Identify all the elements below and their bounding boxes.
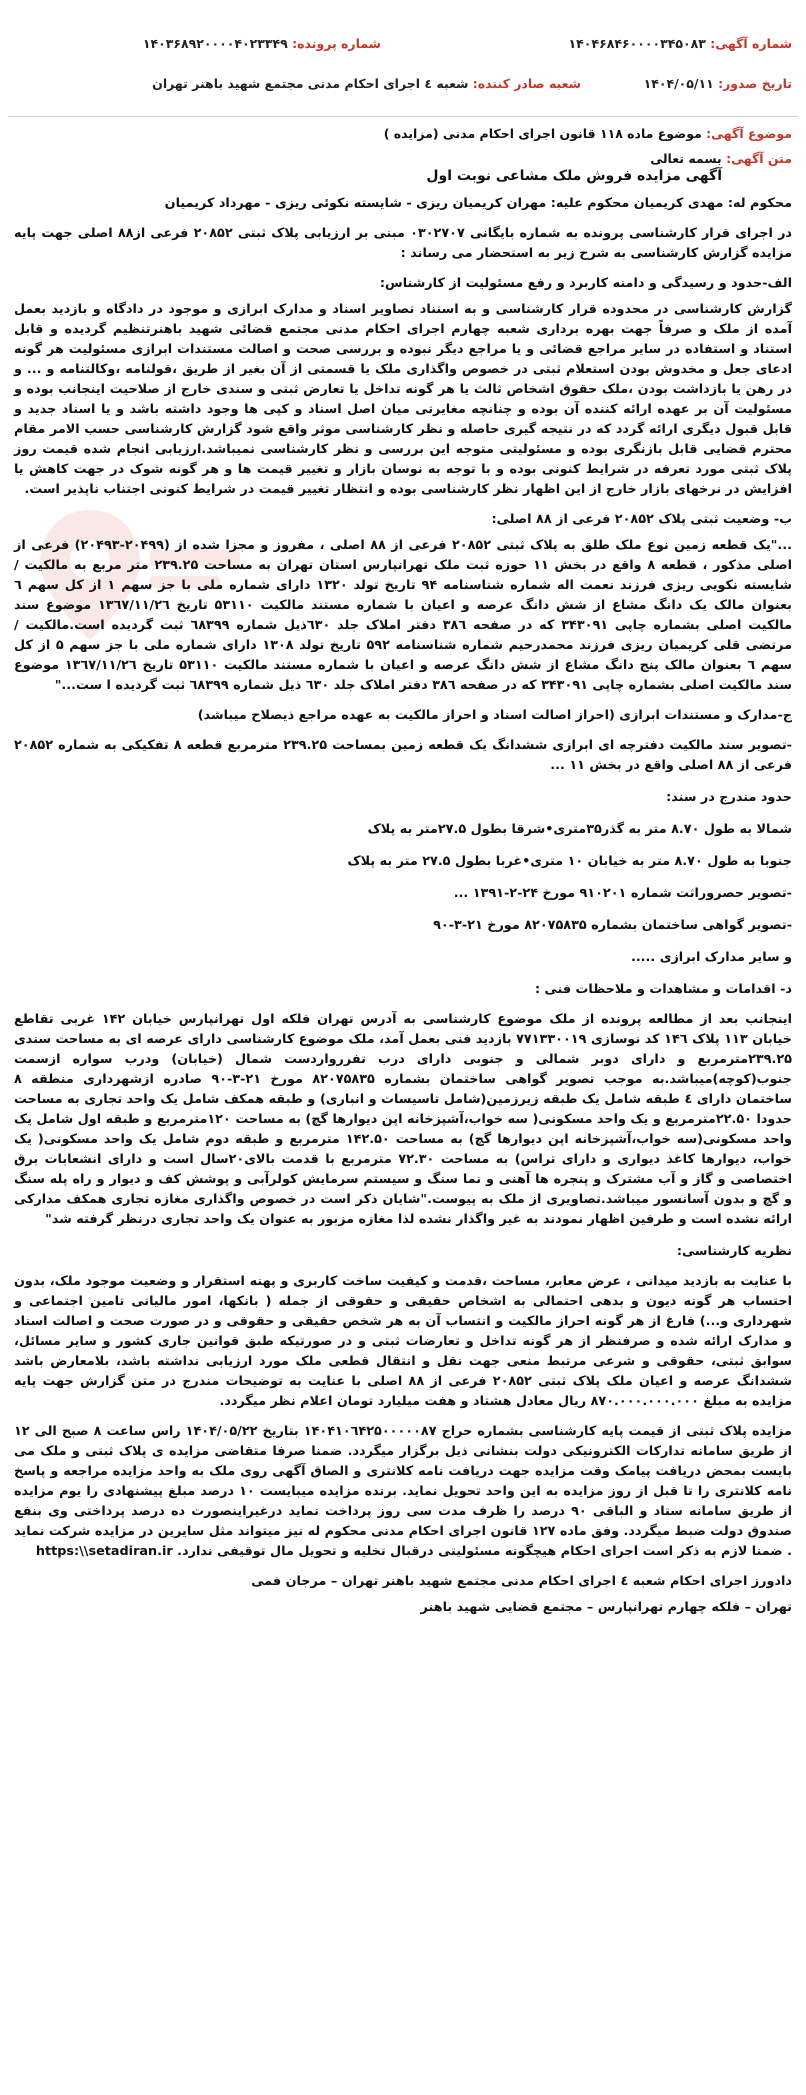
branch: شعبه ٤ اجرای احکام مدنی مجتمع شهید باهنر تهران [152,76,469,91]
section-c-heading: ج-مدارک و مستندات ابرازی (احراز اصالت اسناد و احراز مالکیت به عهده مراجع ذیصلاح میباشد) [197,708,792,723]
header-divider [8,116,798,117]
case-number: ۱۴۰۳۶۸۹۲۰۰۰۰۴۰۲۳۳۴۹ [142,36,288,51]
invocation: بسمه تعالی [650,151,722,166]
issue-date-label: تاریخ صدور: [718,76,792,91]
section-b-paragraph: ..."یک قطعه زمین نوع ملک طلق به پلاک ثبتی ۲۰۸۵۲ فرعی از ۸۸ اصلی ، مفروز و مجزا شده از (۲۰۴۹۹-۲۰۴۹۳) فرعی از اصلی مذکور ، قطعه ۸ واقع در بخش ۱۱ حوزه ثبت ملک تهرانپارس استان تهران به مساحت ۲۳۹.۲۵ متر مربع به مالکیت / شایسته نکویی ریزی فرزند نعمت اله شماره شناسنامه ۹۴ تاریخ تولد ۱۳۲۰ دارای شماره ملی با جز سهم ۱ از کل سهم ٦ بعنوان مالک یک دانگ مشاع از شش دانگ عرصه و اعیان با شماره مستند مالکیت ۵۳۱۱۰ تاریخ ۱۳٦۷/۱۱/۲٦ موضوع سند مالکیت اصلی بشماره چاپی ۳۴۳۰۹۱ که در صفحه ۳۸٦ دفتر املاک جلد ٦۳۰ذیل شماره ٦۸۳۹۹ ثبت گردیده است.مالکیت / مرتضی قلی کریمیان ریزی فرزند محمدرحیم شماره شناسنامه ۵۹۲ تاریخ تولد ۱۳۰۸ دارای شماره ملی با جز سهم ۵ از کل سهم ٦ بعنوان مالک پنج دانگ مشاع از شش دانگ عرصه و اعیان با شماره مستند مالکیت ۵۳۱۱۰ تاریخ ۱۳٦۷/۱۱/۲٦ موضوع سند مالکیت اصلی بشماره چاپی ۳۴۳۰۹۱ که در صفحه ۳۸٦ دفتر املاک جلد ٦۳۰ ذیل شماره ٦۸۳۹۹ ثبت گردیده ا ست..." [14,538,793,693]
signature-line: دادورز اجرای احکام شعبه ٤ اجرای احکام مدنی مجتمع شهید باهنر تهران – مرجان فمی [251,1574,792,1589]
inheritance-doc: -تصویر حصروراثت شماره ۹۱۰۲۰۱ مورخ ۲۴-۲-۱۳۹۱ ... [453,886,792,901]
intro-paragraph: در اجرای قرار کارشناسی پرونده به شماره بایگانی ۰۳۰۲۷۰۷ مبنی بر ارزیابی پلاک ثبتی ۲۰۸۵۲ فرعی از۸۸ اصلی جهت پایه مزایده گزارش کارشناسی به شرح زیر به استحضار می رساند : [14,226,792,261]
ad-number-row [569,36,792,51]
auction-text: مزایده پلاک ثبتی از قیمت پایه کارشناسی بشماره حراج ۱۴۰۴۱۰٦۴۲۵۰۰۰۰۰۸۷ بتاریخ ۱۴۰۴/۰۵/۲۲ راس ساعت ۸ صبح الی ۱۲ از طریق سامانه تدارکات الکترونیکی دولت بنشانی ذیل برگزار میگردد. ضمنا صرفا متقاضی مزایده ی پلاک ثبتی و ملک می بایست بمحض دریافت پیامک وقت مزایده جهت دریافت نامه کلانتری و الصاق آگهی روی ملک به واحد مزایده مراجعه و پاسخ نامه کلانتری را تا قبل از روز مزایده به این واحد تحویل نماید. برنده مزایده میبایست ۱۰ درصد مبلغ پیشنهادی را یوم مزایده از طریق سامانه ستاد و الباقی ۹۰ درصد را ظرف مدت سی روز پرداخت نماید درغیراینصورت ده درصد پرداختی وی بنفع صندوق دولت ضبط میگردد. وفق ماده ۱۲۷ قانون اجرای احکام مدنی محکوم له نیز میتواند مثل سایرین در مزایده شرکت نماید . ضمنا لازم به ذکر است اجرای احکام هیچگونه مسئولیتی درقبال تخلیه و تحویل مال توقیفی ندارد. [14,1424,792,1559]
ad-content [14,120,792,1618]
subject-row [14,126,792,141]
boundaries-heading: حدود مندرج در سند: [666,790,792,805]
auction-paragraph [14,1422,792,1562]
parties-line: محکوم له: مهدی کریمیان محکوم علیه: مهران کریمیان ریزی - شایسته نکوئی ریزی - مهرداد کریمیان [164,196,792,211]
issue-date: ۱۴۰۴/۰۵/۱۱ [643,76,714,91]
branch-row [152,76,581,91]
case-number-row [143,36,381,51]
opinion-heading: نظریه کارشناسی: [676,1244,792,1259]
ad-number: ۱۴۰۴۶۸۴۶۰۰۰۰۳۴۵۰۸۳ [568,36,706,51]
opinion-paragraph: با عنایت به بازدید میدانی ، عرض معابر، مساحت ،قدمت و کیفیت ساخت کاربری و پهنه استقرار و وضعیت موجود ملک، بدون احتساب هر گونه دیون و بدهی احتمالی به اشخاص حقیقی و حقوقی از جمله ( بانکها، امور مالیاتی تامین اجتماعی و شهرداری و...) فارغ از هر گونه احراز مالکیت و انتساب آن به هر شخص حقیقی و حقوقی و در صورت صحت و اصالت اسناد و مدارک ارائه شده و صرفنظر از هر گونه تداخل و تعارضات ثبتی و در صورتیکه طبق قوانین جاری کشور و سایر مسائل، سوابق ثبتی، حقوقی و شرعی مرتبط منعی جهت نقل و انتقال قطعی ملک مورد ارزیابی نداشته باشد، بلامعارض باشد ششدانگ عرصه و اعیان ملک پلاک ثبتی ۲۰۸۵۲ فرعی از ۸۸ اصلی با عنایت به توضیحات مندرج در متن گزارش جهت پایه مزایده به مبلغ ۸۷۰.۰۰۰.۰۰۰.۰۰۰ ریال معادل هشتاد و هفت میلیارد تومان اعلام نظر میگردد. [14,1274,792,1409]
ad-header [0,0,806,110]
section-d-paragraph: اینجانب بعد از مطالعه پرونده از ملک موضوع کارشناسی به آدرس تهران فلکه اول تهرانپارس خیابان ۱۴۲ غربی تقاطع خیابان ۱۱۳ پلاک ۱۴٦ کد نوسازی ۷۷۱۳۳۰۰۱۹ بازدید فنی بعمل آمد، ملک موضوع کارشناسی دارای عرصه ای به مساحت سندی ۲۳۹.۲۵مترمربع و دارای دوبر شمالی و جنوبی دارای درب تفررواردست شمال (خیابان) ودرب سواره ازسمت جنوب(کوچه)میباشد.به موجب تصویر گواهی ساختمان بشماره ۸۲۰۷۵۸۳۵ مورخ ۲۱-۳-۹۰ صادره ازشهرداری منطقه ۸ ساختمان دارای ٤ طبقه شامل یک طبقه زیرزمین(شامل تاسیسات و انباری) و طبقه همکف شامل یک واحد تجاری به مساحت حدودا ۲۲.۵۰مترمربع و یک واحد مسکونی( سه خواب،آشپزخانه اپن دیوارها گچ) به مساحت ۱۲۰مترمربع و طبقه اول شامل یک واحد مسکونی(سه خواب،آشپزخانه اپن دیوارها گچ) به مساحت ۱۴۲.۵۰ مترمربع و طبقه دوم شامل یک واحد مسکونی( یک خواب، دیوارها کاغذ دیواری و دارای تراس) به مساحت ۷۲.۳۰ مترمربع با قدمت بالای۲۰سال است و دارای انشعابات برق اختصاصی و گاز و آب مشترک و پنجره ها آهنی و نما سنگ و سیستم سرمایش کولرآبی و پوشش کف و دیوار و راه پله سنگ و گچ و بدون آسانسور میباشد.تصاویری از ملک به پیوست."شایان ذکر است در خصوص واگذاری مغازه تجاری همکف مدارکی ارائه نشده است و طرفین اظهار نمودند به غیر واگذار نشده لذا مغازه مزبور به عنوان یک واحد تجاری درنظر گرفته شد" [14,1012,793,1227]
building-certificate: -تصویر گواهی ساختمان بشماره ۸۲۰۷۵۸۳۵ مورخ ۲۱-۳-۹۰ [433,918,792,933]
address-line: تهران – فلکه چهارم تهرانپارس – مجتمع قضایی شهید باهنر [420,1600,792,1615]
ad-number-label: شماره آگهی: [710,36,792,51]
section-d-heading: د- اقدامات و مشاهدات و ملاحظات فنی : [534,982,792,997]
ad-title: آگهی مزایده فروش ملک مشاعی نوبت اول [426,168,722,184]
boundary-north-east: شمالا به طول ۸.۷۰ متر به گذر۳۵متری•شرقا بطول ۲۷.۵متر به پلاک [367,822,792,837]
section-a-paragraph: گزارش کارشناسی در محدوده قرار کارشناسی و به استناد تصاویر اسناد و مدارک ابرازی و موجود در دادگاه و بازدید بعمل آمده از ملک و صرفاً جهت بهره برداری شعبه چهارم اجرای احکام مدنی مجتمع قضائی شهید باهنرتنظیم گردیده و قابل استناد و استفاده در سایر مراجع قضائی و یا مراجع دیگر نبوده و بررسی صحت و اصالت مستندات ابرازی مسئولیت هر گونه ادعای جعل و مخدوش بودن استعلام ثبتی در خصوص واگذاری ملک یا قسمتی از آن بغیر از طریق ،قولنامه ،وکالتنامه و ... و در رهن یا بازداشت بودن ،ملک حقوق اشخاص ثالث یا هر گونه تداخل یا تعارض ثبتی و سندی خارج از صلاحیت اینجانب بوده و مسئولیت آن بر عهده ارائه کننده آن بوده و چنانچه مغایرتی میان اصل اسناد و کپی ها وجود داشته باشد و یا اسناد جدید و قابل قبول دیگری ارائه گردد که در نتیجه گیری حاصله و نظر کارشناسی موثر واقع شود گزارش کارشناسی حسب الامر مقام محترم قضایی قابل بازنگری بوده و مسئولیتی متوجه این بررسی و نظر کارشناسی نمیباشد.ارزیابی انجام شده قیمت روز پلاک ثبتی مورد تعرفه در شرایط کنونی بوده و با توجه به نوسان بازار و تغییر قیمت ها و هر گونه شوک در جهت کاهش یا افزایش در نرخهای بازار خارج از این اظهار نظر کارشناسی بوده و انتظار تغییر قیمت در شرایط کنونی اجتناب ناپذیر است. [14,302,792,497]
deed-paragraph: -تصویر سند مالکیت دفترچه ای ابرازی ششدانگ یک قطعه زمین بمساحت ۲۳۹.۲۵ مترمربع قطعه ۸ تفکیکی به شماره ۲۰۸۵۲ فرعی از ۸۸ اصلی واقع در بخش ۱۱ ... [14,738,792,773]
other-docs: و سایر مدارک ابرازی ..... [630,950,792,965]
text-label: متن آگهی: [726,151,792,166]
case-number-label: شماره پرونده: [292,36,381,51]
section-b-heading: ب- وضعیت ثبتی پلاک ۲۰۸۵۲ فرعی از ۸۸ اصلی: [491,512,792,527]
setadiran-link[interactable]: https:\\setadiran.ir [35,1544,173,1559]
subject-label: موضوع آگهی: [706,126,792,141]
branch-label: شعبه صادر کننده: [472,76,581,91]
section-a-heading: الف-حدود و رسیدگی و دامنه کاربرد و رفع مسئولیت از کارشناس: [379,276,792,291]
text-header-row [14,151,792,166]
issue-date-row [644,76,792,91]
boundary-south-west: جنوبا به طول ۸.۷۰ متر به خیابان ۱۰ متری•غربا بطول ۲۷.۵ متر به پلاک [347,854,792,869]
subject-text: موضوع ماده ۱۱۸ قانون اجرای احکام مدنی (مزایده ) [383,126,702,141]
